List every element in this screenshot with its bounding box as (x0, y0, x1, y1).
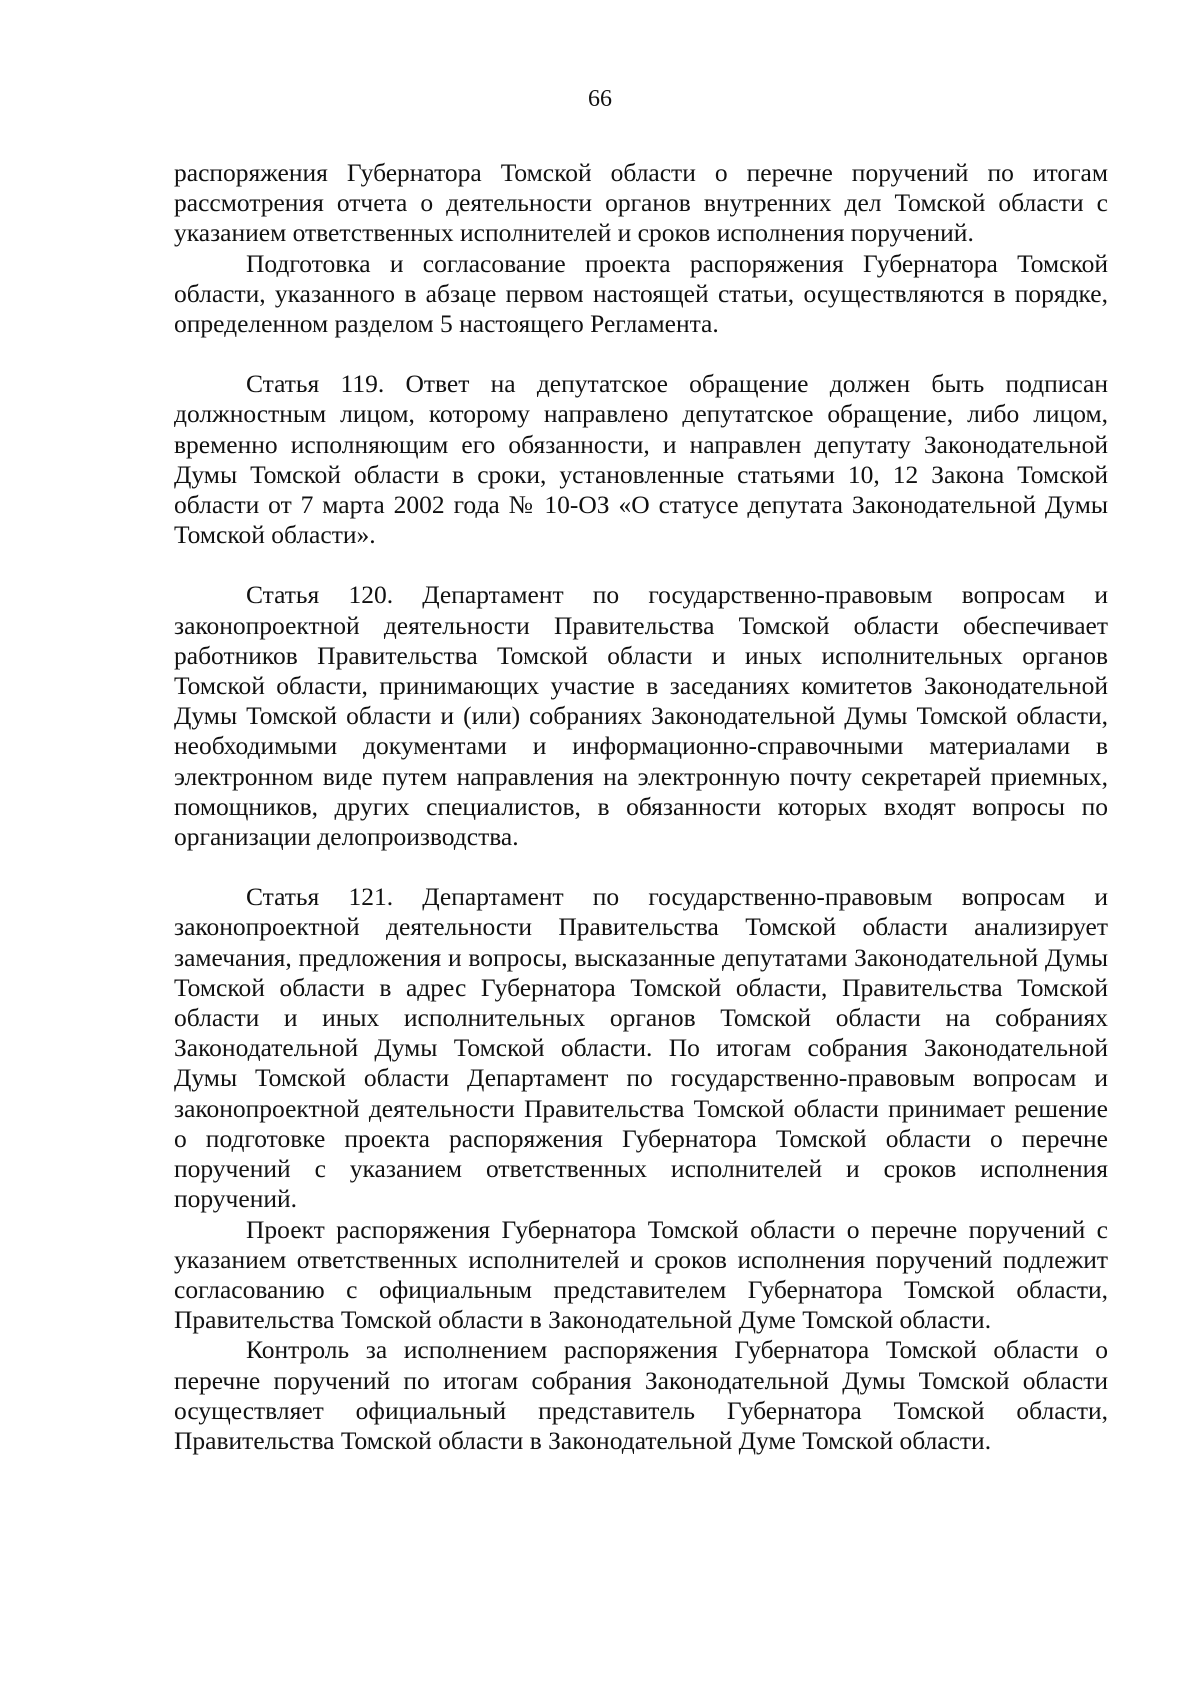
document-body (174, 158, 1108, 1456)
paragraph: Проект распоряжения Губернатора Томской области о перечне поручений с указанием ответственных исполнителей и сроков исполнения поручений подлежит согласованию с официальным представителем Губернатора Томской области, Правительства Томской области в Законодательной Думе Томской области. (174, 1214, 1108, 1335)
paragraph-continuation: распоряжения Губернатора Томской области о перечне поручений по итогам рассмотрения отчета о деятельности органов внутренних дел Томской области с указанием ответственных исполнителей и сроков исполнения поручений. (174, 158, 1108, 248)
paragraph: Контроль за исполнением распоряжения Губернатора Томской области о перечне поручений по итогам собрания Законодательной Думы Томской области осуществляет официальный представитель Губернатора Томской области, Правительства Томской области в Законодательной Думе Томской области. (174, 1335, 1108, 1455)
page-number: 66 (588, 86, 612, 112)
article-121-paragraph: Статья 121. Департамент по государственно-правовым вопросам и законопроектной деятельности Правительства Томской области анализирует замечания, предложения и вопросы, высказанные депутатами Законодательной Думы Томской области в адрес Губернатора Томской области, Правительства Томской области и иных исполнительных органов Томской области на собраниях Законодательной Думы Томской области. По итогам собрания Законодательной Думы Томской области Департамент по государственно-правовым вопросам и законопроектной деятельности Правительства Томской области принимает решение о подготовке проекта распоряжения Губернатора Томской области о перечне поручений с указанием ответственных исполнителей и сроков исполнения поручений. (174, 882, 1108, 1214)
article-119-paragraph: Статья 119. Ответ на депутатское обращение должен быть подписан должностным лицом, которому направлено депутатское обращение, либо лицом, временно исполняющим его обязанности, и направлен депутату Законодательной Думы Томской области в сроки, установленные статьями 10, 12 Закона Томской области от 7 марта 2002 года № 10-ОЗ «О статусе депутата Законодательной Думы Томской области». (174, 369, 1108, 550)
paragraph: Подготовка и согласование проекта распоряжения Губернатора Томской области, указанного в абзаце первом настоящей статьи, осуществляются в порядке, определенном разделом 5 настоящего Регламента. (174, 248, 1108, 339)
article-120-paragraph: Статья 120. Департамент по государственно-правовым вопросам и законопроектной деятельности Правительства Томской области обеспечивает работников Правительства Томской области и иных исполнительных органов Томской области, принимающих участие в заседаниях комитетов Законодательной Думы Томской области и (или) собраниях Законодательной Думы Томской области, необходимыми документами и информационно-справочными материалами в электронном виде путем направления на электронную почту секретарей приемных, помощников, других специалистов, в обязанности которых входят вопросы по организации делопроизводства. (174, 580, 1108, 852)
